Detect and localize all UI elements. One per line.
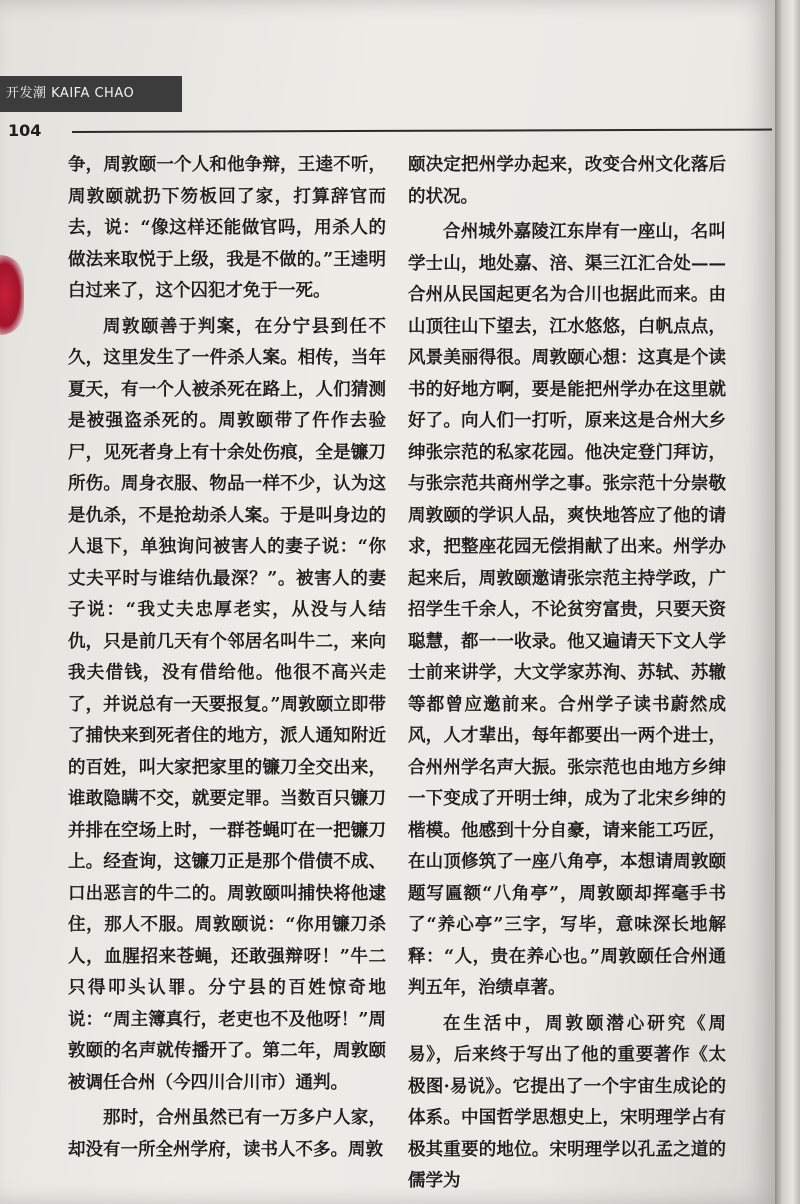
right-text-column (408, 150, 726, 1198)
paragraph: 在生活中，周敦颐潜心研究《周易》，后来终于写出了他的重要著作《太极图·易说》。它提出了一个宇宙生成论的体系。中国哲学思想史上，宋明理学占有极其重要的地位。宋明理学以孔孟之道的儒学为 (408, 1013, 726, 1191)
paragraph: 争，周敦颐一个人和他争辩，王逵不听，周敦颐就扔下笏板回了家，打算辞官而去，说：“像这样还能做官吗，用杀人的做法来取悦于上级，我是不做的。”王逵明白过来了，这个囚犯才免于一死。 (68, 155, 386, 301)
section-header-band (0, 76, 182, 112)
paragraph: 那时，合州虽然已有一万多户人家，却没有一所全州学府，读书人不多。周敦 (68, 1108, 386, 1160)
flower-decoration-image (0, 255, 24, 335)
page-number: 104 (8, 121, 42, 140)
section-label: 开发潮 KAIFA CHAO (6, 86, 135, 101)
book-edge (775, 0, 800, 1204)
paragraph: 合州城外嘉陵江东岸有一座山，名叫学士山，地处嘉、涪、渠三江汇合处——合州从民国起更名为合川也据此而来。由山顶往山下望去，江水悠悠，白帆点点，风景美丽得很。周敦颐心想：这真是个读书的好地方啊，要是能把州学办在这里就好了。向人们一打听，原来这是合州大乡绅张宗范的私家花园。他决定登门拜访，与张宗范共商州学之事。张宗范十分崇敬周敦颐的学识人品，爽快地答应了他的请求，把整座花园无偿捐献了出来。州学办起来后，周敦颐邀请张宗范主持学政，广招学生千余人，不论贫穷富贵，只要天资聪慧，都一一收录。他又遍请天下文人学士前来讲学，大文学家苏洵、苏轼、苏辙等都曾应邀前来。合州学子读书蔚然成风，人才辈出，每年都要出一两个进士，合州州学名声大振。张宗范也由地方乡绅一下变成了开明士绅，成为了北宋乡绅的楷模。他感到十分自豪，请来能工巧匠，在山顶修筑了一座八角亭，本想请周敦颐题写匾额“八角亭”，周敦颐却挥毫手书了“养心亭”三字，写毕，意味深长地解释：“人，贵在养心也。”周敦颐任合州通判五年，治绩卓著。 (408, 222, 726, 998)
paragraph: 颐决定把州学办起来，改变合州文化落后的状况。 (408, 155, 726, 207)
paragraph: 周敦颐善于判案，在分宁县到任不久，这里发生了一件杀人案。相传，当年夏天，有一个人被杀死在路上，人们猜测是被强盗杀死的。周敦颐带了仵作去验尸，见死者身上有十余处伤痕，全是镰刀所伤。周身衣服、物品一样不少，认为这是仇杀，不是抢劫杀人案。于是叫身边的人退下，单独询问被害人的妻子说：“你丈夫平时与谁结仇最深？”。被害人的妻子说：“我丈夫忠厚老实，从没与人结仇，只是前几天有个邻居名叫牛二，来向我夫借钱，没有借给他。他很不高兴走了，并说总有一天要报复。”周敦颐立即带了捕快来到死者住的地方，派人通知附近的百姓，叫大家把家里的镰刀全交出来，谁敢隐瞒不交，就要定罪。当数百只镰刀并排在空场上时，一群苍蝇叮在一把镰刀上。经查询，这镰刀正是那个借债不成、口出恶言的牛二的。周敦颐叫捕快将他逮住，那人不服。周敦颐说：“你用镰刀杀人，血腥招来苍蝇，还敢强辩呀！”牛二只得叩头认罪。分宁县的百姓惊奇地说：“周主簿真行，老吏也不及他呀！”周敦颐的名声就传播开了。第二年，周敦颐被调任合州（今四川合川市）通判。 (68, 316, 386, 1093)
left-text-column (68, 150, 386, 1166)
header-rule-divider (72, 129, 772, 133)
